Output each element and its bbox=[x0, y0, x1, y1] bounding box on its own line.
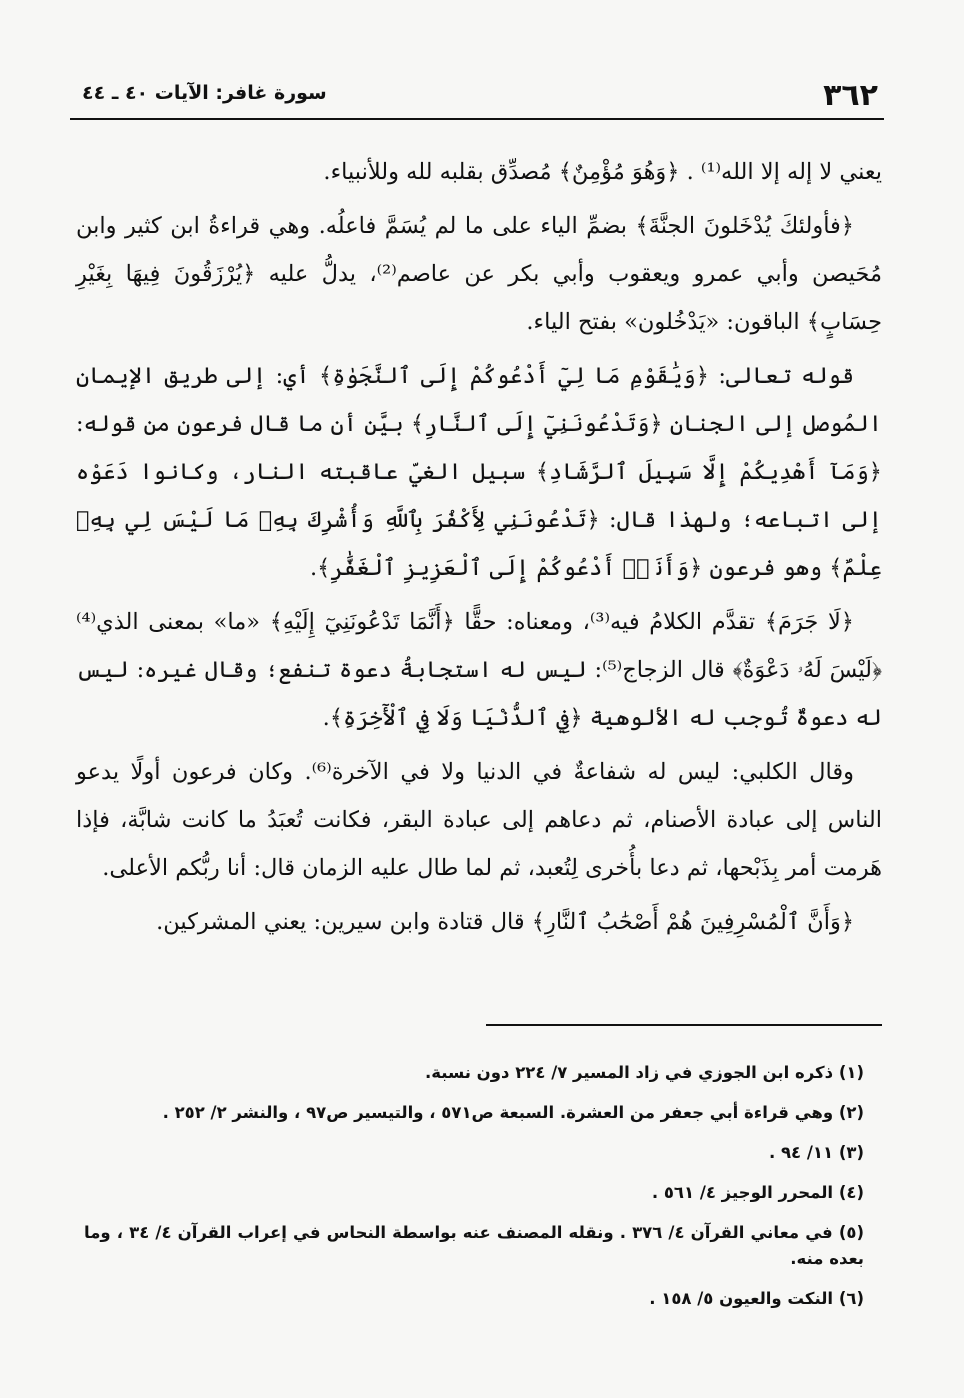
paragraph-6: ﴿وَأَنَّ ٱلْمُسْرِفِينَ هُمْ أَصْحَٰبُ ٱلنَّارِ﴾ قال قتادة وابن سيرين: يعني المشركين. bbox=[156, 909, 854, 935]
paragraph-1: يعني لا إله إلا الله⁽¹⁾ . ﴿وَهُوَ مُؤْمِنٌ﴾ مُصدِّق بقلبه لله وللأنبياء. bbox=[323, 159, 882, 185]
footnote-5: (٥) في معاني القرآن ٤/ ٣٧٦ . ونقله المصنف عنه بواسطة النحاس في إعراب القرآن ٤/ ٣٤ ، وما بعده منه. bbox=[84, 1223, 864, 1268]
paragraph-4: ﴿لَا جَرَمَ﴾ تقدَّم الكلامُ فيه⁽³⁾، ومعناه: حقًّا ﴿أَنَّمَا تَدْعُونَنِيٓ إِلَيْهِ﴾ «ما» بمعنى الذي⁽⁴⁾ ﴿لَيْسَ لَهُۥ دَعْوَةٌ﴾ قال الزجاج⁽⁵⁾: ليس له استجابةُ دعوة تنفع؛ وقال غيره: ليس له دعوةٌ تُوجب له الألوهية ﴿فِي ٱلدُّنْيَا وَلَا فِي ٱلْأٓخِرَةِ﴾. bbox=[76, 609, 882, 731]
paragraph-3: قوله تعالى: ﴿وَيَٰقَوْمِ مَا لِيٓ أَدْعُوكُمْ إِلَى ٱلنَّجَوٰةِ﴾ أي: إلى طريق الإيمان المُوصل إلى الجنان ﴿وَتَدْعُونَنِيٓ إِلَى ٱلنَّارِ﴾ بيَّن أن ما قال فرعون من قوله: ﴿وَمَآ أَهْدِيكُمْ إِلَّا سَبِيلَ ٱلرَّشَادِ﴾ سبيل الغيّ عاقبته النار، وكانوا دَعَوْه إلى اتباعه؛ ولهذا قال: ﴿تَدْعُونَنِي لِأَكْفُرَ بِٱللَّهِ وَأُشْرِكَ بِهِۦ مَا لَيْسَ لِي بِهِۦ عِلْمٌ﴾ وهو فرعون ﴿وَأَنَا۠ أَدْعُوكُمْ إِلَى ٱلْعَزِيزِ ٱلْغَفَّٰرِ﴾. bbox=[76, 363, 882, 581]
footnote-2: (٢) وهي قراءة أبي جعفر من العشرة. السبعة ص٥٧١ ، والتيسير ص٩٧ ، والنشر ٢/ ٢٥٢ . bbox=[162, 1103, 864, 1122]
footnotes bbox=[84, 1060, 864, 1326]
paragraph-5: وقال الكلبي: ليس له شفاعةٌ في الدنيا ولا في الآخرة⁽⁶⁾. وكان فرعون أولًا يدعو الناس إلى عبادة الأصنام، ثم دعاهم إلى عبادة البقر، فكانت تُعبَدُ ما كانت شابَّة، فإذا هَرمت أمر بِذَبْحها، ثم دعا بأُخرى لِتُعبد، ثم لما طال عليه الزمان قال: أنا ربُّكم الأعلى. bbox=[76, 759, 882, 881]
footnote-6: (٦) النكت والعيون ٥/ ١٥٨ . bbox=[649, 1289, 864, 1308]
footnote-4: (٤) المحرر الوجيز ٤/ ٥٦١ . bbox=[651, 1183, 864, 1202]
footnote-1: (١) ذكره ابن الجوزي في زاد المسير ٧/ ٢٢٤ دون نسبة. bbox=[424, 1063, 864, 1082]
paragraph-2: ﴿فأولئكَ يُدْخَلونَ الجنَّةَ﴾ بضمِّ الياء على ما لم يُسَمَّ فاعلُه. وهي قراءةُ ابن كثير وابن مُحَيصن وأبي عمرو ويعقوب وأبي بكر عن عاصم⁽²⁾، يدلُّ عليه ﴿يُرْزَقُونَ فِيهَا بِغَيْرِ حِسَابٍ﴾ الباقون: «يَدْخُلون» بفتح الياء. bbox=[76, 213, 883, 335]
running-title: سورة غافر: الآيات ٤٠ ـ ٤٤ bbox=[82, 82, 327, 104]
footnote-3: (٣) ١١/ ٩٤ . bbox=[768, 1143, 864, 1162]
footnote-separator bbox=[486, 1024, 882, 1026]
page-header bbox=[70, 72, 884, 120]
page-number: ٣٦٢ bbox=[823, 78, 878, 113]
main-text bbox=[76, 148, 882, 952]
